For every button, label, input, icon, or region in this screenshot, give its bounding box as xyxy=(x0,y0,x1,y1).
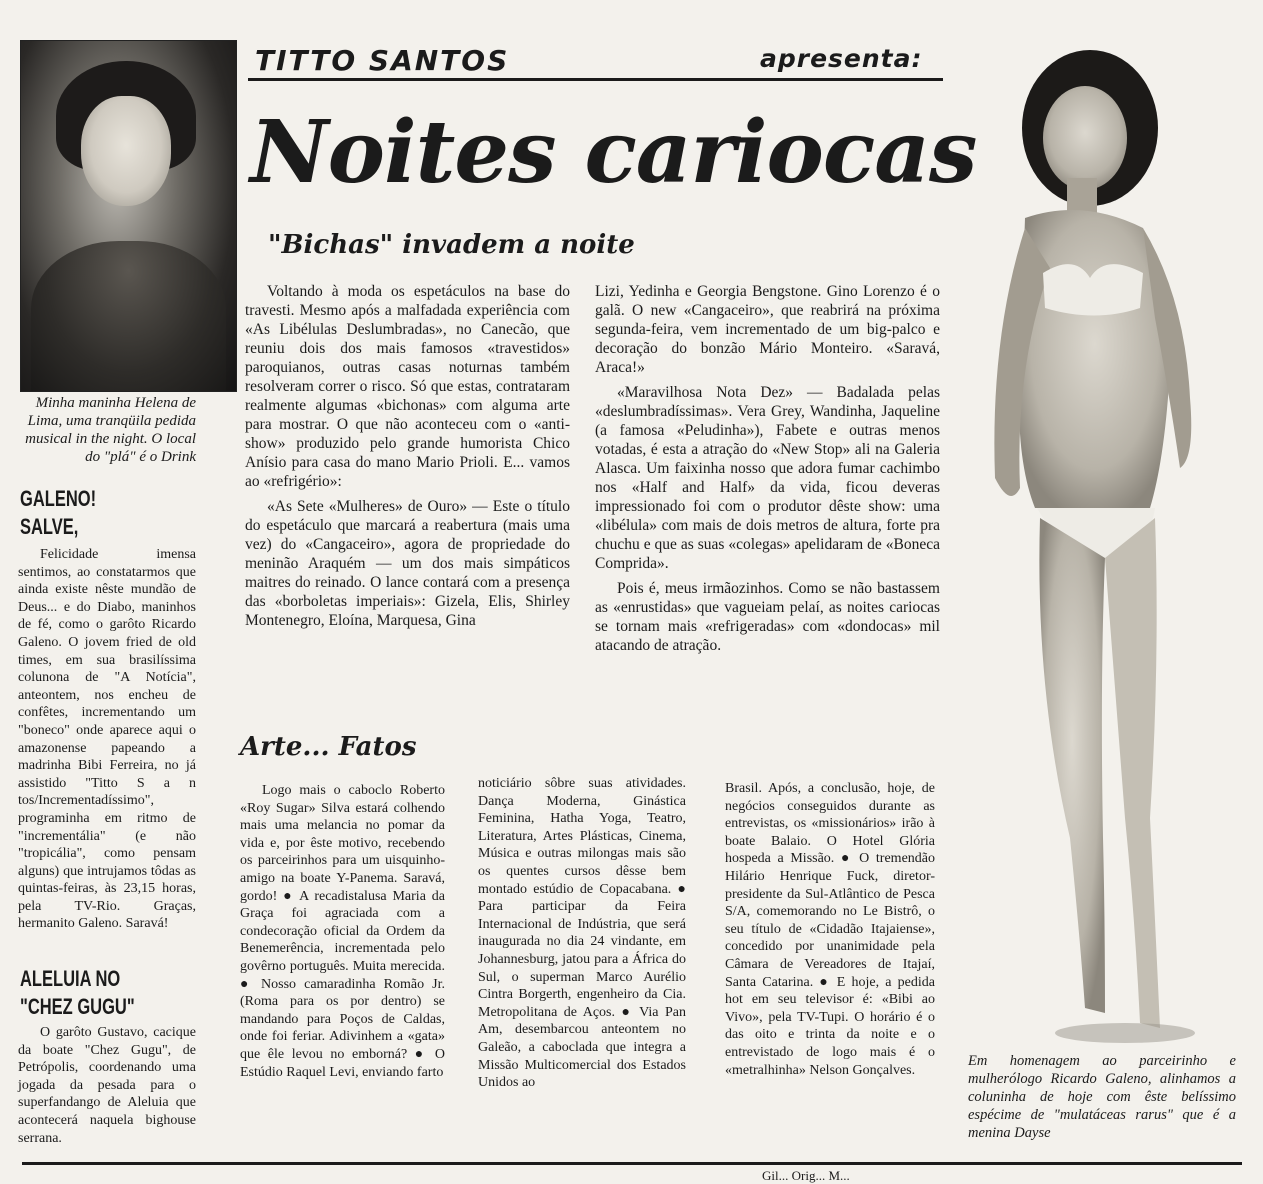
aleluia-heading-line2: "CHEZ GUGU" xyxy=(20,994,135,1019)
bichas-col2-p3: Pois é, meus irmãozinhos. Como se não bastassem as «enrustidas» que vagueiam pelaí, as noites cariocas se tornam mais «refrigeradas» com «dondocas» mil atacando de atração. xyxy=(595,580,940,654)
dayse-photo-caption: Em homenagem ao parceirinho e mulherólogo Ricardo Galeno, alinhamos a coluninha de hoje com êste belíssimo espécime de "mulatáceas rarus" que é a menina Dayse xyxy=(968,1053,1236,1141)
helena-photo-caption: Minha maninha Helena de Lima, uma tranqüila pedida musical in the night. O local do "plá" é o Drink xyxy=(25,395,196,465)
dayse-photo xyxy=(965,38,1255,1053)
galeno-heading-line2: SALVE, xyxy=(20,514,79,539)
page-title: Noites cariocas xyxy=(250,102,977,203)
bichas-heading: "Bichas" invadem a noite xyxy=(268,230,635,260)
aleluia-heading-line1: ALELUIA NO xyxy=(20,966,121,991)
bichas-col2-p2: «Maravilhosa Nota Dez» — Badalada pelas «deslumbradíssimas». Vera Grey, Wandinha, Jaqueline (a famosa «Peludinha»), Fabete e outras menos votadas, é esta a atração do «New Stop» ali na Galeria Alasca. Um faixinha nosso que adora fumar cachimbo nos «Half and Half» da vida, ficou deveras impressionado foi com o produtor dêste show: uma «libélula» com mais de dois metros de altura, forte pra chuchu e que as suas «colegas» apelidaram de «Boneca Comprida». xyxy=(595,384,940,572)
arte-col1-text: Logo mais o caboclo Roberto «Roy Sugar» Silva estará colhendo mais uma melancia no pomar da vida e, por êste motivo, recebendo os parceirinhos para um uisquinho-amigo na boate Y-Panema. Saravá, gordo! ● A recadistalusa Maria da Graça foi agraciada com a condecoração oficial da Ordem da Benemerência, incrementada pelo govêrno português. Muita merecida. ● Nosso camaradinha Romão Jr. (Roma para os por dentro) se mandando para Poços de Caldas, onde foi feriar. Adivinhem a «gata» que êle levou no emborná? ● O Estúdio Raquel Levi, enviando farto xyxy=(240,783,445,1080)
arte-fatos-heading: Arte... Fatos xyxy=(240,732,417,762)
presents-label: apresenta: xyxy=(760,44,923,73)
aleluia-text: O garôto Gustavo, cacique da boate "Chez Gugu", de Petrópolis, coordenando uma jogada da pesada para o superfandango de Aleluia que acontecerá naquela bighouse serrana. xyxy=(18,1025,196,1146)
galeno-text: Felicidade imensa sentimos, ao constatarmos que ainda existe nêste mundão de Deus... e do Diabo, maninhos de fé, como o garôto Ricardo Galeno. O jovem fried de old times, em sua brasilíssima colunona de "A Notícia", anteontem, nos encheu de confêtes, incrementando um "boneco" onde aparece aqui o amazonense papeando a madrinha Bibi Ferreira, no já assistido "Titto S a n tos/Incrementadíssimo", programinha em ritmo de "incrementália" (e não "tropicália", como pensam alguns) que intrujamos tôdas as quintas-feiras, às 23,15 horas, pela TV-Rio. Graças, hermanito Galeno. Saravá! xyxy=(18,547,196,932)
galeno-heading-line1: GALENO! xyxy=(20,486,97,511)
byline: TITTO SANTOS xyxy=(255,44,510,77)
bichas-column-1 xyxy=(245,282,570,636)
bichas-col1-p1: Voltando à moda os espetáculos na base do travesti. Mesmo após a malfadada experiência com «As Libélulas Deslumbradas», no Canecão, que reuniu dois dos mais famosos «travestidos» paroquianos, outras casas noturnas também resolveram correr o risco. Só que estas, contrataram realmente algumas «bichonas» com alguma arte para mostrar. O que não aconteceu com o «anti-show» produzido pelo grande humorista Chico Anísio para casa do mano Mario Prioli. E... vamos ao «refrigério»: xyxy=(245,283,570,490)
credit-text: Gil... Orig... M... xyxy=(762,1168,850,1183)
arte-col3-text: Brasil. Após, a conclusão, hoje, de negócios conseguidos durante as entrevistas, os «missionários» irão à boate Balaio. O Hotel Glória hospeda a Missão. ● O tremendão Hilário Henrique Fuck, diretor-presidente da Sul-Atlântico de Pesca S/A, comemorando no Le Bistrô, o seu título de «Cidadão Itajaiense», concedido por unanimidade pela Câmara de Vereadores de Itajaí, Santa Catarina. ● E hoje, a pedida hot em seu televisor é: «Bibi ao Vivo», pela TV-Tupi. O horário é o das oito e trinta da noite e o entrevistado de logo mais é o «metralhinha» Nelson Gonçalves. xyxy=(725,781,935,1078)
arte-column-3 xyxy=(725,780,935,1085)
bottom-rule xyxy=(22,1162,1242,1165)
arte-col2-text: noticiário sôbre suas atividades. Dança Moderna, Ginástica Feminina, Hatha Yoga, Teatro, Literatura, Artes Plásticas, Cinema, Música e outras milongas mais são os quentes cursos dêsse bem montado estúdio de Copacabana. ● Para participar da Feira Internacional de Indústria, que será inaugurada no dia 24 vindante, em Johannesburg, jatou para a África do Sul, o superman Marco Aurélio Cintra Borgerth, engenheiro da Cia. Metropolitana de Aços. ● Via Pan Am, desembarcou anteontem no Galeão, a caboclada que integra a Missão Multicomercial dos Estados Unidos ao xyxy=(478,776,686,1091)
galeno-article xyxy=(18,546,196,939)
aleluia-article xyxy=(18,1024,196,1153)
bichas-col1-p2: «As Sete «Mulheres» de Ouro» — Este o título do espetáculo que marcará a reabertura (mais uma vez) do «Cangaceiro», agora de propriedade do meninão Araquém — um dos mais simpáticos maitres do reinado. O lance contará com a presença das «borboletas imperiais»: Gizela, Elis, Shirley Montenegro, Eloína, Marquesa, Gina xyxy=(245,498,570,629)
header-rule xyxy=(248,78,943,81)
helena-de-lima-photo xyxy=(20,40,237,392)
arte-column-2 xyxy=(478,775,686,1098)
arte-column-1 xyxy=(240,782,445,1087)
bichas-col2-p1: Lizi, Yedinha e Georgia Bengstone. Gino Lorenzo é o galã. O new «Cangaceiro», que reabrirá na próxima segunda-feira, vem incrementado de um big-palco e decoração do bonzão Mário Monteiro. «Saravá, Araca!» xyxy=(595,283,940,376)
bichas-column-2 xyxy=(595,282,940,661)
